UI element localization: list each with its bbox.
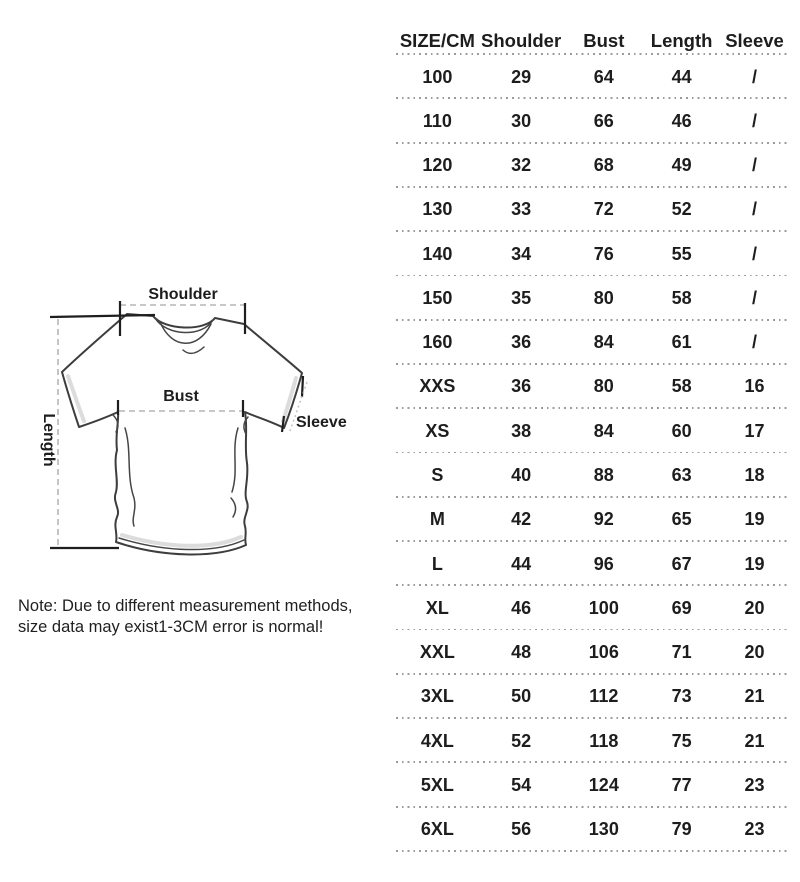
cell-length: 69 <box>671 597 692 618</box>
table-row <box>396 675 790 719</box>
cell-size: XXS <box>419 376 456 397</box>
cell-size: 130 <box>422 199 453 220</box>
cell-shoulder: 46 <box>511 597 532 618</box>
size-table-body <box>396 55 790 852</box>
table-row <box>396 763 790 807</box>
table-row <box>396 630 790 674</box>
cell-length: 46 <box>671 110 692 131</box>
cell-sleeve: 16 <box>744 376 765 397</box>
cell-length: 75 <box>671 730 692 751</box>
cell-shoulder: 42 <box>511 509 532 530</box>
table-row <box>396 365 790 409</box>
header-cell-sleeve: Sleeve <box>725 30 784 51</box>
cell-size: 110 <box>422 110 452 131</box>
bust-label: Bust <box>163 388 199 405</box>
cell-shoulder: 56 <box>511 819 532 840</box>
cell-bust: 84 <box>593 420 614 441</box>
cell-bust: 84 <box>593 332 614 353</box>
cell-bust: 66 <box>593 110 614 131</box>
cell-length: 49 <box>671 155 692 176</box>
sleeve-top-tick <box>302 376 303 397</box>
cell-sleeve: 17 <box>744 420 765 441</box>
cell-length: 55 <box>671 243 692 264</box>
measurement-note <box>18 596 388 638</box>
cell-sleeve: / <box>752 332 758 353</box>
cell-size: 6XL <box>420 819 454 840</box>
cell-length: 52 <box>671 199 692 220</box>
cell-size: 160 <box>422 332 453 353</box>
length-label: Length <box>40 413 57 467</box>
table-row <box>396 542 790 586</box>
header-cell-length: Length <box>650 30 713 51</box>
cell-bust: 76 <box>593 243 614 264</box>
table-row <box>396 321 790 365</box>
cell-length: 73 <box>671 686 692 707</box>
cell-length: 58 <box>671 287 692 308</box>
table-row <box>396 453 790 497</box>
cell-sleeve: 21 <box>744 686 765 707</box>
cell-length: 61 <box>671 332 692 353</box>
cell-shoulder: 35 <box>511 287 532 308</box>
cell-size: 120 <box>422 155 453 176</box>
cell-size: L <box>431 553 443 574</box>
cell-sleeve: / <box>752 243 758 264</box>
cell-bust: 112 <box>589 686 619 707</box>
sleeve-label: Sleeve <box>296 414 347 431</box>
cell-sleeve: 20 <box>744 642 765 663</box>
cell-bust: 100 <box>588 597 619 618</box>
cell-bust: 96 <box>593 553 614 574</box>
header-cell-bust: Bust <box>583 30 625 51</box>
cell-shoulder: 44 <box>511 553 532 574</box>
cell-size: 100 <box>422 66 453 87</box>
cell-bust: 80 <box>593 376 614 397</box>
tshirt-outline <box>62 314 302 554</box>
cell-bust: 124 <box>588 774 619 795</box>
cell-sleeve: / <box>752 110 758 131</box>
cell-sleeve: / <box>752 155 758 176</box>
tshirt-measurement-diagram <box>0 270 380 580</box>
cell-size: 140 <box>422 243 453 264</box>
table-row <box>396 232 790 276</box>
table-row <box>396 99 790 143</box>
cell-shoulder: 30 <box>511 110 532 131</box>
cell-shoulder: 33 <box>511 199 532 220</box>
cell-sleeve: / <box>752 199 758 220</box>
cell-size: 3XL <box>420 686 454 707</box>
cell-sleeve: 18 <box>744 465 765 486</box>
cell-sleeve: 20 <box>744 597 765 618</box>
note-line-1: Note: Due to different measurement methods, <box>18 597 353 615</box>
cell-size: XXL <box>419 642 455 663</box>
cell-length: 65 <box>671 509 692 530</box>
cell-sleeve: 23 <box>744 819 765 840</box>
cell-length: 77 <box>671 774 692 795</box>
cell-bust: 88 <box>593 465 614 486</box>
header-cell-size: SIZE/CM <box>399 30 475 51</box>
cell-bust: 68 <box>593 155 614 176</box>
cell-size: 4XL <box>420 730 454 751</box>
cell-sleeve: 19 <box>744 553 765 574</box>
cell-size: 150 <box>422 287 453 308</box>
shoulder-label: Shoulder <box>148 286 218 303</box>
cell-shoulder: 40 <box>511 465 532 486</box>
cell-size: S <box>431 465 444 486</box>
size-table <box>396 13 790 852</box>
table-row <box>396 719 790 763</box>
cell-shoulder: 50 <box>511 686 532 707</box>
size-table-header <box>396 13 790 55</box>
table-row <box>396 586 790 630</box>
cell-size: XL <box>425 597 449 618</box>
cell-shoulder: 36 <box>511 332 532 353</box>
note-line-2: size data may exist1-3CM error is normal! <box>18 618 324 636</box>
cell-bust: 118 <box>589 730 619 751</box>
cell-length: 71 <box>671 642 692 663</box>
table-row <box>396 55 790 99</box>
cell-length: 67 <box>671 553 692 574</box>
table-row <box>396 409 790 453</box>
cell-shoulder: 48 <box>511 642 532 663</box>
cell-shoulder: 29 <box>511 66 532 87</box>
cell-sleeve: / <box>752 287 758 308</box>
cell-sleeve: / <box>752 66 758 87</box>
cell-bust: 130 <box>588 819 619 840</box>
cell-bust: 72 <box>593 199 614 220</box>
cell-size: 5XL <box>420 774 454 795</box>
cell-size: M <box>429 509 445 530</box>
table-row <box>396 276 790 320</box>
table-row <box>396 144 790 188</box>
cell-bust: 92 <box>593 509 614 530</box>
cell-bust: 106 <box>588 642 619 663</box>
cell-length: 79 <box>671 819 692 840</box>
cell-bust: 80 <box>593 287 614 308</box>
cell-size: XS <box>425 420 450 441</box>
cell-length: 60 <box>671 420 692 441</box>
cell-bust: 64 <box>593 66 614 87</box>
cell-shoulder: 38 <box>511 420 532 441</box>
header-cell-shoulder: Shoulder <box>481 30 562 51</box>
cell-shoulder: 36 <box>511 376 532 397</box>
cell-shoulder: 32 <box>511 155 532 176</box>
cell-shoulder: 52 <box>511 730 532 751</box>
table-row <box>396 188 790 232</box>
cell-length: 63 <box>671 465 692 486</box>
cell-sleeve: 19 <box>744 509 765 530</box>
cell-shoulder: 54 <box>511 774 532 795</box>
cell-length: 44 <box>671 66 692 87</box>
cell-length: 58 <box>671 376 692 397</box>
cell-sleeve: 23 <box>744 774 765 795</box>
table-row <box>396 498 790 542</box>
table-row <box>396 808 790 852</box>
cell-sleeve: 21 <box>744 730 765 751</box>
cell-shoulder: 34 <box>511 243 532 264</box>
